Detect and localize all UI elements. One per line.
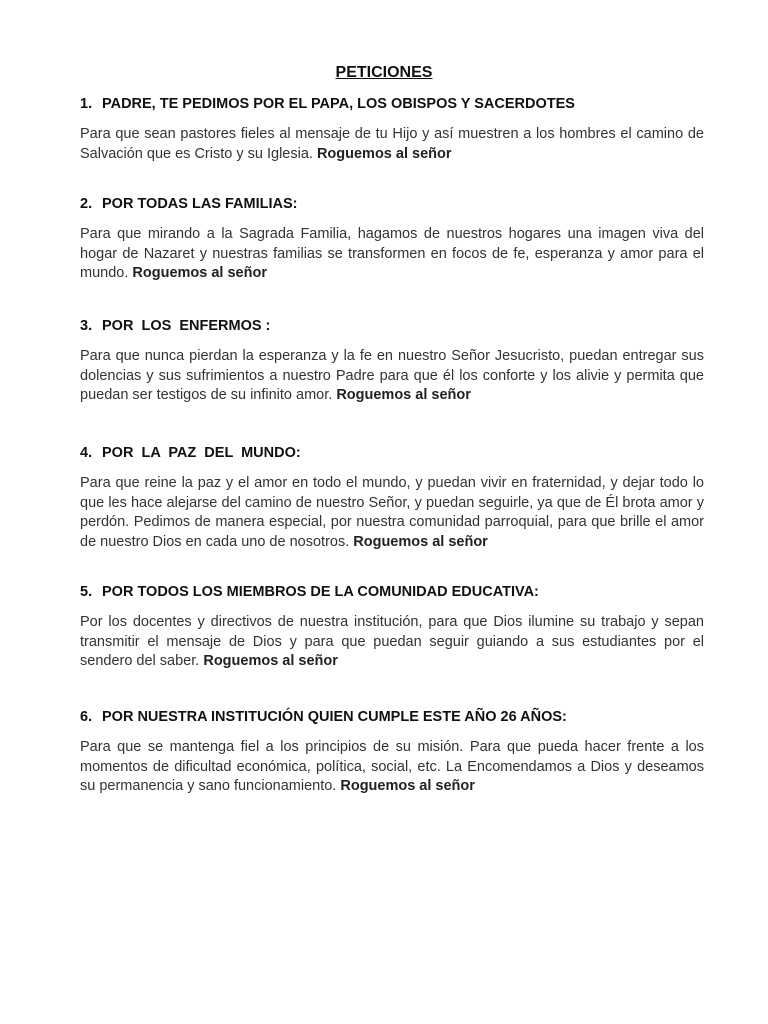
petition-closing: Roguemos al señor xyxy=(336,387,471,403)
petition-closing: Roguemos al señor xyxy=(316,145,452,162)
petition-text: Para que sean pastores fieles al mensaje de tu Hijo y así muestren a los hombres el camino de Salvación que es Cristo y su Iglesia. xyxy=(80,126,704,162)
petition-number: 2. xyxy=(80,196,93,212)
petition-heading-text: POR TODOS LOS MIEMBROS DE LA COMUNIDAD EDUCATIVA: xyxy=(102,584,539,600)
petition-heading xyxy=(80,196,704,212)
petition-closing: Roguemos al señor xyxy=(340,778,475,794)
petition-3 xyxy=(80,318,704,406)
petition-text: Para que reine la paz y el amor en todo el mundo, y puedan vivir en fraternidad, y dejar todo lo que les hace alejarse del camino de nuestro Señor, y puedan seguirle, ya que de Él brota amor y perdón. Pedimos de manera especial, por nuestra comunidad parroquial, para que brille el amor de nuestro Dios en cada uno de nosotros. xyxy=(80,475,704,550)
petition-heading xyxy=(80,709,704,725)
petition-heading-text: POR NUESTRA INSTITUCIÓN QUIEN CUMPLE ESTE AÑO 26 AÑOS: xyxy=(102,709,567,725)
petition-5 xyxy=(80,584,704,672)
document-title: PETICIONES xyxy=(335,64,433,81)
petition-heading-text: POR LA PAZ DEL MUNDO: xyxy=(102,445,301,461)
petition-number: 3. xyxy=(80,318,93,334)
petition-4 xyxy=(80,445,704,552)
petition-number: 1. xyxy=(80,96,93,112)
petition-body xyxy=(80,347,704,406)
petition-heading xyxy=(80,445,704,461)
petition-number: 6. xyxy=(80,709,93,725)
petition-body xyxy=(80,474,704,552)
petition-heading-text: PADRE, TE PEDIMOS POR EL PAPA, LOS OBISPOS Y SACERDOTES xyxy=(102,96,575,112)
petition-1 xyxy=(80,96,704,164)
petition-text: Para que mirando a la Sagrada Familia, hagamos de nuestros hogares una imagen viva del hogar de Nazaret y nuestras familias se transformen en focos de fe, esperanza y amor para el mundo. xyxy=(80,226,704,281)
petition-heading xyxy=(80,584,704,600)
petition-text: Por los docentes y directivos de nuestra institución, para que Dios ilumine su trabajo y sepan transmitir el mensaje de Dios y para que puedan seguir guiando a sus estudiantes por el sendero del saber. xyxy=(80,614,704,669)
petition-heading-text: POR TODAS LAS FAMILIAS: xyxy=(102,196,298,212)
petition-closing: Roguemos al señor xyxy=(203,653,338,669)
petition-text: Para que nunca pierdan la esperanza y la fe en nuestro Señor Jesucristo, puedan entregar sus dolencias y sus sufrimientos a nuestro Padre para que él los conforte y los alivie y permita que puedan ser testigos de su infinito amor. xyxy=(80,348,704,403)
petition-heading xyxy=(80,96,704,112)
petition-body xyxy=(80,738,704,797)
petition-closing: Roguemos al señor xyxy=(132,265,267,281)
petition-text: Para que se mantenga fiel a los principios de su misión. Para que pueda hacer frente a los momentos de dificultad económica, política, social, etc. La Encomendamos a Dios y deseamos su permanencia y sano funcionamiento. xyxy=(80,739,704,794)
petition-number: 5. xyxy=(80,584,93,600)
petition-heading-text: POR LOS ENFERMOS : xyxy=(102,318,271,334)
petition-body xyxy=(80,225,704,284)
petition-2 xyxy=(80,196,704,284)
petition-body xyxy=(80,613,704,672)
petition-number: 4. xyxy=(80,445,93,461)
petition-closing: Roguemos al señor xyxy=(353,533,488,550)
petition-body xyxy=(80,125,704,164)
petition-6 xyxy=(80,709,704,797)
petition-heading xyxy=(80,318,704,334)
